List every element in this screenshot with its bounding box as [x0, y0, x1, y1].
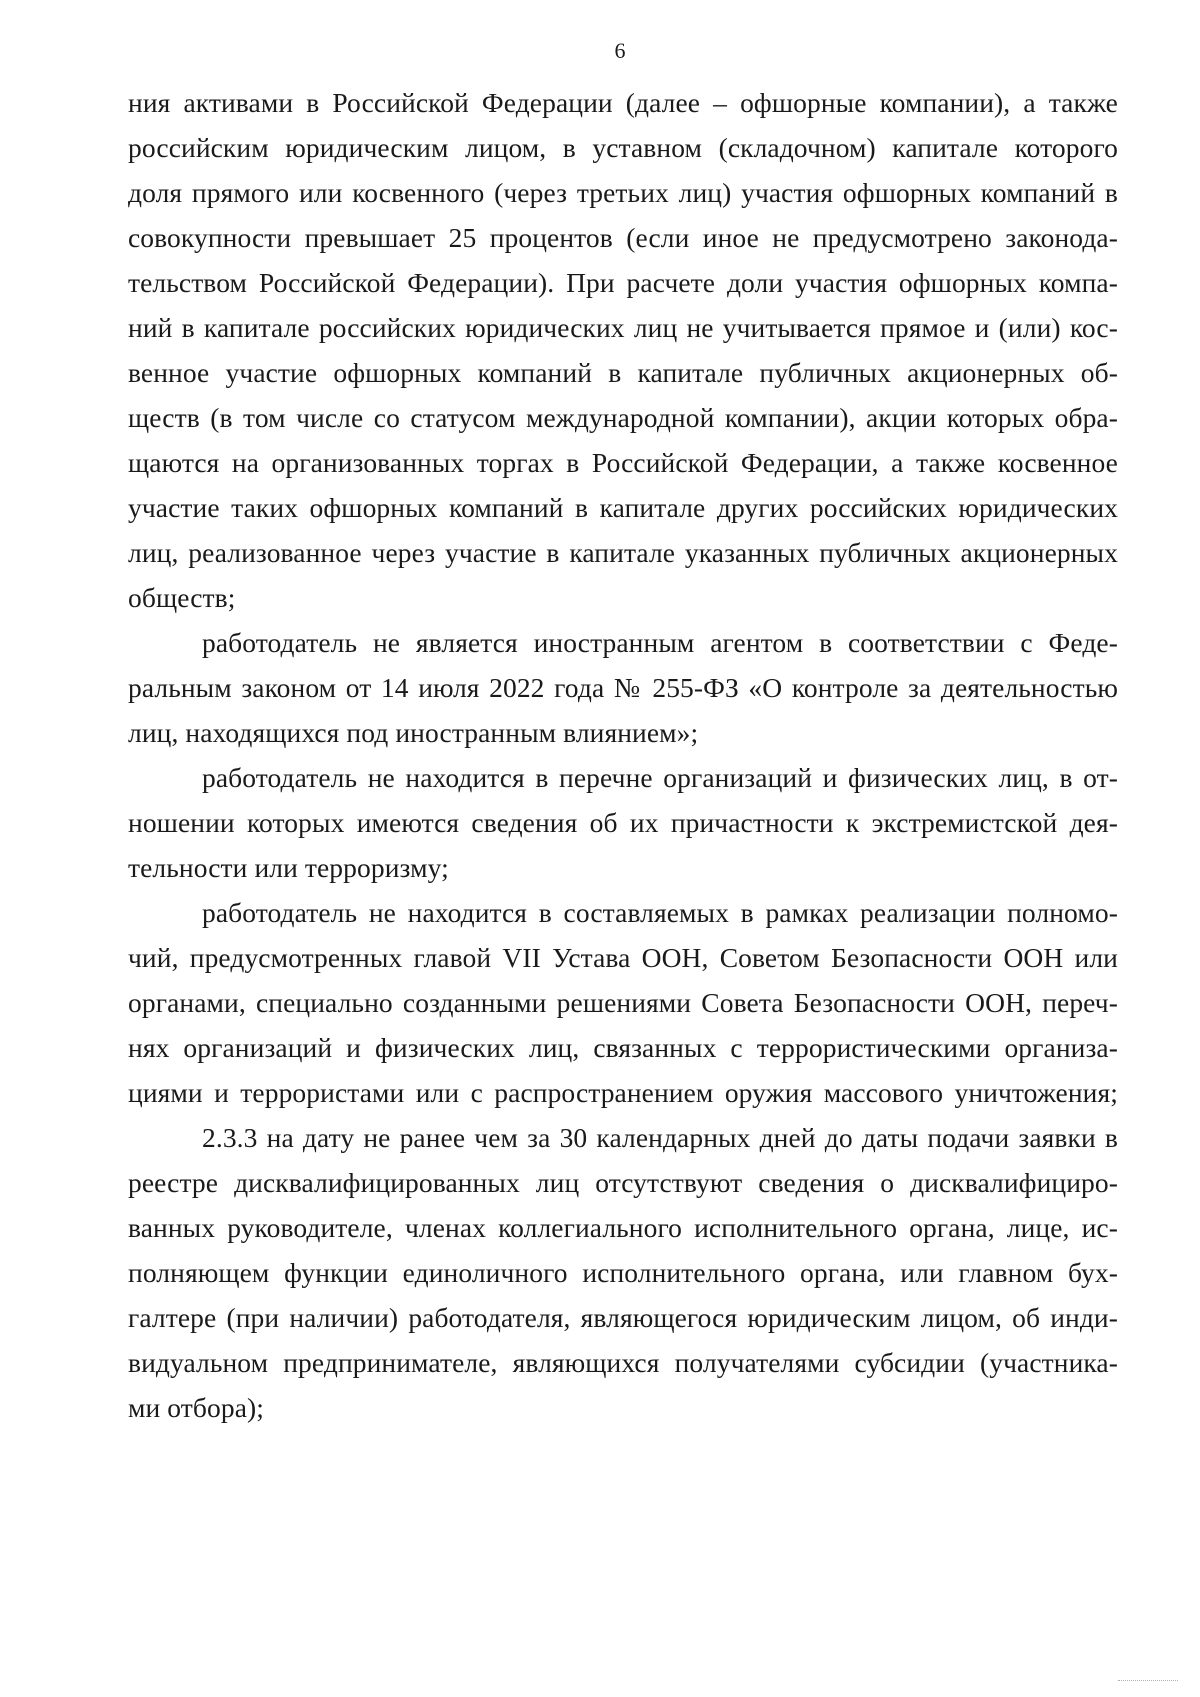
text-line: ношении которых имеются сведения об их причастности к экстремистской дея-: [128, 807, 1118, 838]
text-line: реестре дисквалифицированных лиц отсутствуют сведения о дисквалифициро-: [128, 1167, 1118, 1198]
text-line: доля прямого или косвенного (через третьих лиц) участия офшорных компаний в: [128, 177, 1118, 208]
text-line: ний в капитале российских юридических лиц не учитывается прямое и (или) кос-: [128, 312, 1118, 343]
text-line: лиц, реализованное через участие в капитале указанных публичных акционерных: [128, 537, 1118, 568]
text-line: ванных руководителе, членах коллегиального исполнительного органа, лице, ис-: [128, 1212, 1118, 1243]
text-line: видуальном предпринимателе, являющихся получателями субсидии (участника-: [128, 1347, 1118, 1378]
text-line: работодатель не находится в составляемых в рамках реализации полномо-: [202, 897, 1118, 928]
text-line: совокупности превышает 25 процентов (если иное не предусмотрено законода-: [128, 222, 1118, 253]
text-line: работодатель не находится в перечне организаций и физических лиц, в от-: [202, 762, 1118, 793]
text-line: ществ (в том числе со статусом международной компании), акции которых обра-: [128, 402, 1118, 433]
scan-artifact: [1118, 1680, 1178, 1687]
text-line: тельством Российской Федерации). При расчете доли участия офшорных компа-: [128, 267, 1118, 298]
text-line: 2.3.3 на дату не ранее чем за 30 календарных дней до даты подачи заявки в: [202, 1122, 1118, 1153]
text-line: венное участие офшорных компаний в капитале публичных акционерных об-: [128, 357, 1118, 388]
text-line: нях организаций и физических лиц, связанных с террористическими организа-: [128, 1032, 1118, 1063]
text-line: участие таких офшорных компаний в капитале других российских юридических: [128, 492, 1118, 523]
text-line: циями и террористами или с распространением оружия массового уничтожения;: [128, 1077, 1118, 1108]
text-line: тельности или терроризму;: [128, 852, 449, 883]
text-line: полняющем функции единоличного исполнительного органа, или главном бух-: [128, 1257, 1118, 1288]
text-line: ральным законом от 14 июля 2022 года № 255-ФЗ «О контроле за деятельностью: [128, 672, 1118, 703]
text-line: лиц, находящихся под иностранным влиянием»;: [128, 717, 699, 748]
text-line: органами, специально созданными решениями Совета Безопасности ООН, переч-: [128, 987, 1118, 1018]
text-line: российским юридическим лицом, в уставном (складочном) капитале которого: [128, 132, 1118, 163]
text-line: обществ;: [128, 582, 236, 613]
text-line: ния активами в Российской Федерации (далее – офшорные компании), а также: [128, 87, 1118, 118]
text-line: щаются на организованных торгах в Российской Федерации, а также косвенное: [128, 447, 1118, 478]
text-line: ми отбора);: [128, 1392, 264, 1423]
text-line: галтере (при наличии) работодателя, являющегося юридическим лицом, об инди-: [128, 1302, 1118, 1333]
text-line: работодатель не является иностранным агентом в соответствии с Феде-: [202, 627, 1118, 658]
page-number: 6: [614, 38, 626, 63]
text-line: чий, предусмотренных главой VII Устава ООН, Советом Безопасности ООН или: [128, 942, 1118, 973]
